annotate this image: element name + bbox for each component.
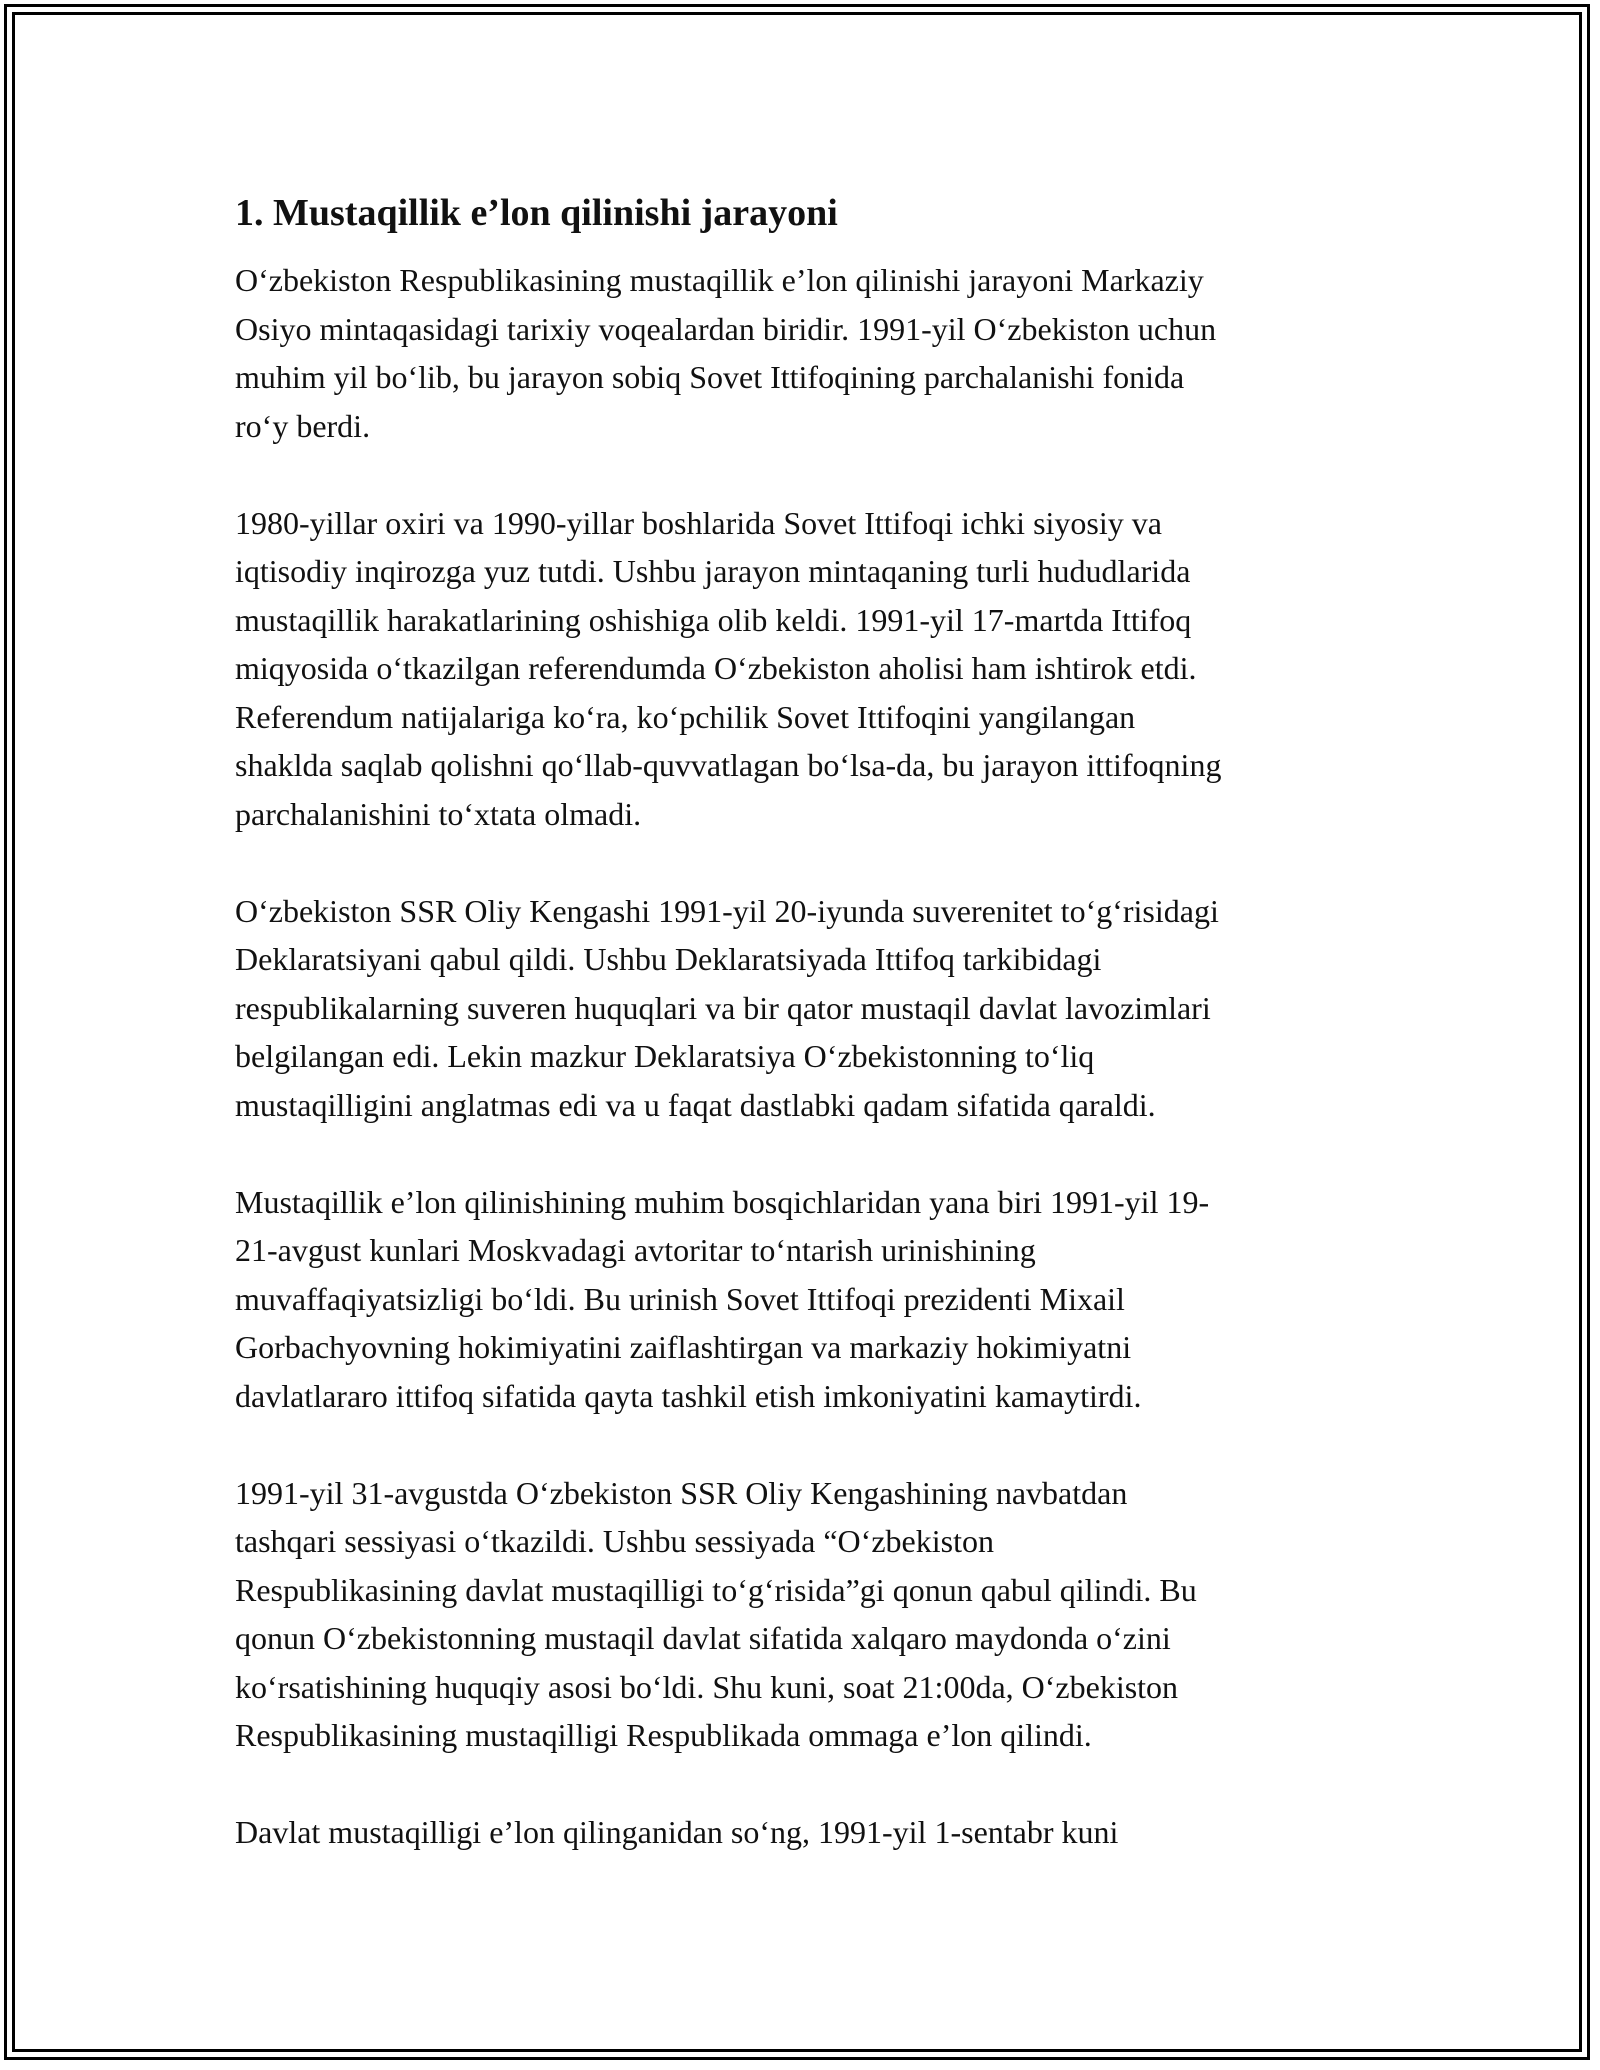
paragraph [235,256,1375,450]
paragraph-line: 1991-yil 31-avgustda O‘zbekiston SSR Oliy Kengashining navbatdan [235,1474,1128,1511]
paragraph-line: Referendum natijalariga ko‘ra, ko‘pchilik Sovet Ittifoqini yangilangan [235,698,1136,735]
paragraph-line: iqtisodiy inqirozga yuz tutdi. Ushbu jarayon mintaqaning turli hududlarida [235,553,1191,589]
paragraph-line: O‘zbekiston SSR Oliy Kengashi 1991-yil 20-iyunda suverenitet to‘g‘risidagi [235,892,1219,929]
paragraph [235,887,1375,1130]
paragraph-line: Deklaratsiyani qabul qildi. Ushbu Deklaratsiyada Ittifoq tarkibidagi [235,941,1102,977]
paragraph-line: mustaqillik harakatlarining oshishiga olib keldi. 1991-yil 17-martda Ittifoq [235,601,1192,638]
paragraph-line: davlatlararo ittifoq sifatida qayta tashkil etish imkoniyatini kamaytirdi. [235,1377,1142,1414]
paragraph [235,1469,1375,1760]
paragraph-line: Davlat mustaqilligi e’lon qilinganidan so‘ng, 1991-yil 1-sentabr kuni [235,1814,1119,1850]
paragraph-line: muhim yil bo‘lib, bu jarayon sobiq Sovet Ittifoqining parchalanishi fonida [235,359,1185,395]
paragraph-line: shaklda saqlab qolishni qo‘llab-quvvatlagan bo‘lsa-da, bu jarayon ittifoqning [235,747,1222,783]
paragraph [235,1808,1375,1857]
paragraph-line: Respublikasining mustaqilligi Respublikada ommaga e’lon qilindi. [235,1717,1092,1753]
paragraph-line: Respublikasining davlat mustaqilligi to‘g‘risida”gi qonun qabul qilindi. Bu [235,1571,1197,1608]
paragraph-line: mustaqilligini anglatmas edi va u faqat dastlabki qadam sifatida qaraldi. [235,1086,1156,1123]
paragraph-line: parchalanishini to‘xtata olmadi. [235,795,642,832]
paragraph-line: miqyosida o‘tkazilgan referendumda O‘zbekiston aholisi ham ishtirok etdi. [235,650,1197,686]
paragraph-line: Gorbachyovning hokimiyatini zaiflashtirgan va markaziy hokimiyatni [235,1329,1132,1365]
paragraph-line: 1980-yillar oxiri va 1990-yillar boshlarida Sovet Ittifoqi ichki siyosiy va [235,504,1162,541]
paragraph-line: O‘zbekiston Respublikasining mustaqillik e’lon qilinishi jarayoni Markaziy [235,262,1204,298]
section-heading: 1. Mustaqillik e’lon qilinishi jarayoni [235,192,838,234]
document-body [235,190,1375,1905]
paragraph-line: ro‘y berdi. [235,407,371,444]
paragraph-line: respublikalarning suveren huquqlari va bir qator mustaqil davlat lavozimlari [235,989,1211,1026]
paragraph-line: qonun O‘zbekistonning mustaqil davlat sifatida xalqaro maydonda o‘zini [235,1620,1171,1656]
paragraph-line: belgilangan edi. Lekin mazkur Deklaratsiya O‘zbekistonning to‘liq [235,1038,1095,1074]
paragraph-line: ko‘rsatishining huquqiy asosi bo‘ldi. Shu kuni, soat 21:00da, O‘zbekiston [235,1668,1179,1705]
paragraph-line: tashqari sessiyasi o‘tkazildi. Ushbu sessiyada “O‘zbekiston [235,1523,994,1559]
paragraph-line: 21-avgust kunlari Moskvadagi avtoritar to‘ntarish urinishining [235,1232,1036,1268]
paragraph-line: Mustaqillik e’lon qilinishining muhim bosqichlaridan yana biri 1991-yil 19- [235,1183,1210,1220]
paragraph-line: Osiyo mintaqasidagi tarixiy voqealardan biridir. 1991-yil O‘zbekiston uchun [235,310,1217,347]
paragraph-list [235,256,1375,1857]
paragraph-line: muvaffaqiyatsizligi bo‘ldi. Bu urinish Sovet Ittifoqi prezidenti Mixail [235,1280,1125,1317]
paragraph [235,499,1375,839]
paragraph [235,1178,1375,1421]
